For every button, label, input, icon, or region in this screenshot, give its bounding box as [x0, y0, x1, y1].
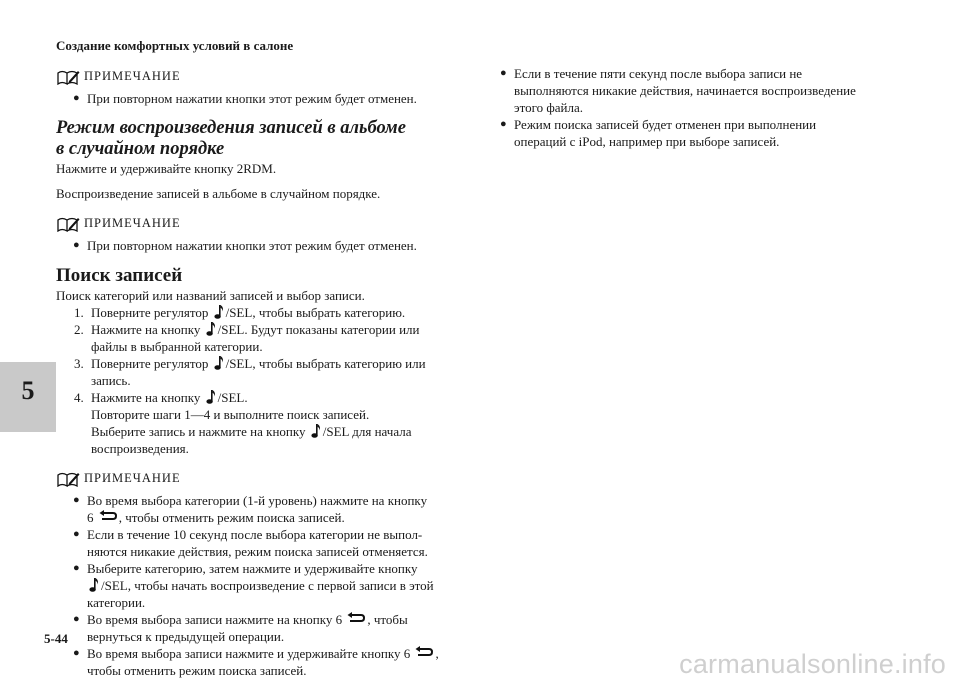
- note-text-part: Выберите категорию, затем нажмите и удерживайте кнопку: [87, 561, 418, 576]
- watermark: carmanualsonline.info: [679, 649, 946, 679]
- note-header-3: [56, 470, 456, 487]
- bullet-icon: ●: [73, 239, 80, 251]
- note-bullet: [73, 611, 456, 645]
- step-text-part: Нажмите на кнопку: [91, 322, 201, 337]
- note-text: [87, 611, 456, 645]
- bullet-icon: ●: [73, 92, 80, 104]
- note-text: [514, 65, 903, 116]
- note-bullet: [73, 492, 456, 526]
- note-text-part: 6: [87, 510, 94, 525]
- section-title-random: [56, 118, 456, 160]
- chapter-number: 5: [21, 376, 35, 405]
- step-text-part: файлы в выбранной категории.: [91, 339, 263, 354]
- note-header-1: [56, 68, 456, 85]
- note-text-part: Во время выбора записи нажмите и удерживайте кнопку 6: [87, 646, 411, 661]
- note-text: [87, 645, 456, 679]
- note-text: [87, 560, 456, 611]
- step-item: [74, 355, 456, 389]
- step-text-part: /SEL, чтобы выбрать категорию или: [225, 356, 426, 371]
- page-number: 5-44: [44, 631, 68, 646]
- step-text-part: Нажмите на кнопку: [91, 390, 201, 405]
- note-text-part: ,: [435, 646, 439, 661]
- note-text-part: категории.: [87, 595, 146, 610]
- step-text: [91, 389, 456, 457]
- step-text-part: Повторите шаги 1—4 и выполните поиск записей.: [91, 407, 370, 422]
- note-text-part: Режим поиска записей будет отменен при выполнении: [514, 117, 817, 132]
- note-text-part: выполняются никакие действия, начинается воспроизведение: [514, 83, 856, 98]
- step-text-part: /SEL, чтобы выбрать категорию.: [225, 305, 406, 320]
- note-bullet: [73, 237, 456, 254]
- note-text-part: этого файла.: [514, 100, 584, 115]
- note-text-part: , чтобы: [367, 612, 408, 627]
- bullet-icon: ●: [500, 118, 507, 130]
- note-bullet: [73, 560, 456, 611]
- return-arrow-icon: [415, 646, 433, 658]
- note-text: При повторном нажатии кнопки этот режим будет отменен.: [87, 91, 417, 106]
- note-label: ПРИМЕЧАНИЕ: [84, 216, 181, 230]
- step-number: 2.: [74, 322, 84, 337]
- bullet-icon: ●: [73, 647, 80, 659]
- note-text: [87, 492, 456, 526]
- step-item: [74, 389, 456, 457]
- paragraph: Нажмите и удерживайте кнопку 2RDM.: [56, 161, 277, 176]
- bullet-icon: ●: [500, 67, 507, 79]
- note-text-part: Во время выбора категории (1-й уровень) нажмите на кнопку: [87, 493, 428, 508]
- note-text: [87, 526, 456, 560]
- note-text-part: Если в течение пяти секунд после выбора записи не: [514, 66, 803, 81]
- note-label: ПРИМЕЧАНИЕ: [84, 69, 181, 83]
- music-note-icon: [214, 304, 224, 320]
- note-text-part: , чтобы отменить режим поиска записей.: [118, 510, 345, 525]
- note-bullet: [73, 526, 456, 560]
- music-note-icon: [206, 389, 216, 405]
- note-bullet: [73, 645, 456, 679]
- step-text-part: воспроизведения.: [91, 441, 189, 456]
- step-text-part: /SEL.: [217, 390, 248, 405]
- step-text: [91, 304, 456, 321]
- note-pencil-icon: [56, 471, 80, 487]
- note-bullet: [500, 116, 903, 150]
- music-note-icon: [89, 577, 99, 593]
- step-text-part: запись.: [91, 373, 131, 388]
- bullet-icon: ●: [73, 562, 80, 574]
- steps-list: [74, 304, 456, 457]
- note-text-part: Если в течение 10 секунд после выбора категории не выпол-: [87, 527, 423, 542]
- step-text: [91, 321, 456, 355]
- note-text: При повторном нажатии кнопки этот режим будет отменен.: [87, 238, 417, 253]
- step-text-part: Поверните регулятор: [91, 356, 209, 371]
- section-title-line: Режим воспроизведения записей в альбоме: [56, 118, 406, 138]
- bullet-icon: ●: [73, 494, 80, 506]
- note-text-part: операций с iPod, например при выборе записей.: [514, 134, 780, 149]
- note-header-2: [56, 215, 456, 232]
- paragraph: Поиск категорий или названий записей и выбор записи.: [56, 288, 365, 303]
- note-text-part: /SEL, чтобы начать воспроизведение с первой записи в этой: [101, 578, 434, 593]
- note-pencil-icon: [56, 216, 80, 232]
- note-text-part: чтобы отменить режим поиска записей.: [87, 663, 307, 678]
- running-header: Создание комфортных условий в салоне: [56, 38, 294, 53]
- music-note-icon: [206, 321, 216, 337]
- bullet-icon: ●: [73, 528, 80, 540]
- step-text: [91, 355, 456, 389]
- right-column: [483, 65, 903, 150]
- step-item: [74, 321, 456, 355]
- note-text-part: няются никакие действия, режим поиска записей отменяется.: [87, 544, 428, 559]
- step-item: [74, 304, 456, 321]
- bullet-icon: ●: [73, 613, 80, 625]
- note-pencil-icon: [56, 69, 80, 85]
- step-text-part: /SEL для начала: [322, 424, 412, 439]
- return-arrow-icon: [347, 612, 365, 624]
- return-arrow-icon: [99, 510, 117, 522]
- left-column: [56, 68, 456, 679]
- paragraph: Воспроизведение записей в альбоме в случайном порядке.: [56, 186, 381, 201]
- section-title-search: Поиск записей: [56, 265, 183, 286]
- note-bullet: [73, 90, 456, 107]
- note-text-part: вернуться к предыдущей операции.: [87, 629, 285, 644]
- music-note-icon: [311, 423, 321, 439]
- step-number: 1.: [74, 305, 84, 320]
- step-text-part: Поверните регулятор: [91, 305, 209, 320]
- step-text-part: Выберите запись и нажмите на кнопку: [91, 424, 306, 439]
- note-bullet: [500, 65, 903, 116]
- step-text-part: /SEL. Будут показаны категории или: [217, 322, 420, 337]
- note-label: ПРИМЕЧАНИЕ: [84, 471, 181, 485]
- music-note-icon: [214, 355, 224, 371]
- step-number: 3.: [74, 356, 84, 371]
- step-number: 4.: [74, 390, 84, 405]
- section-title-line: в случайном порядке: [56, 139, 225, 159]
- note-text: [514, 116, 903, 150]
- note-text-part: Во время выбора записи нажмите на кнопку 6: [87, 612, 343, 627]
